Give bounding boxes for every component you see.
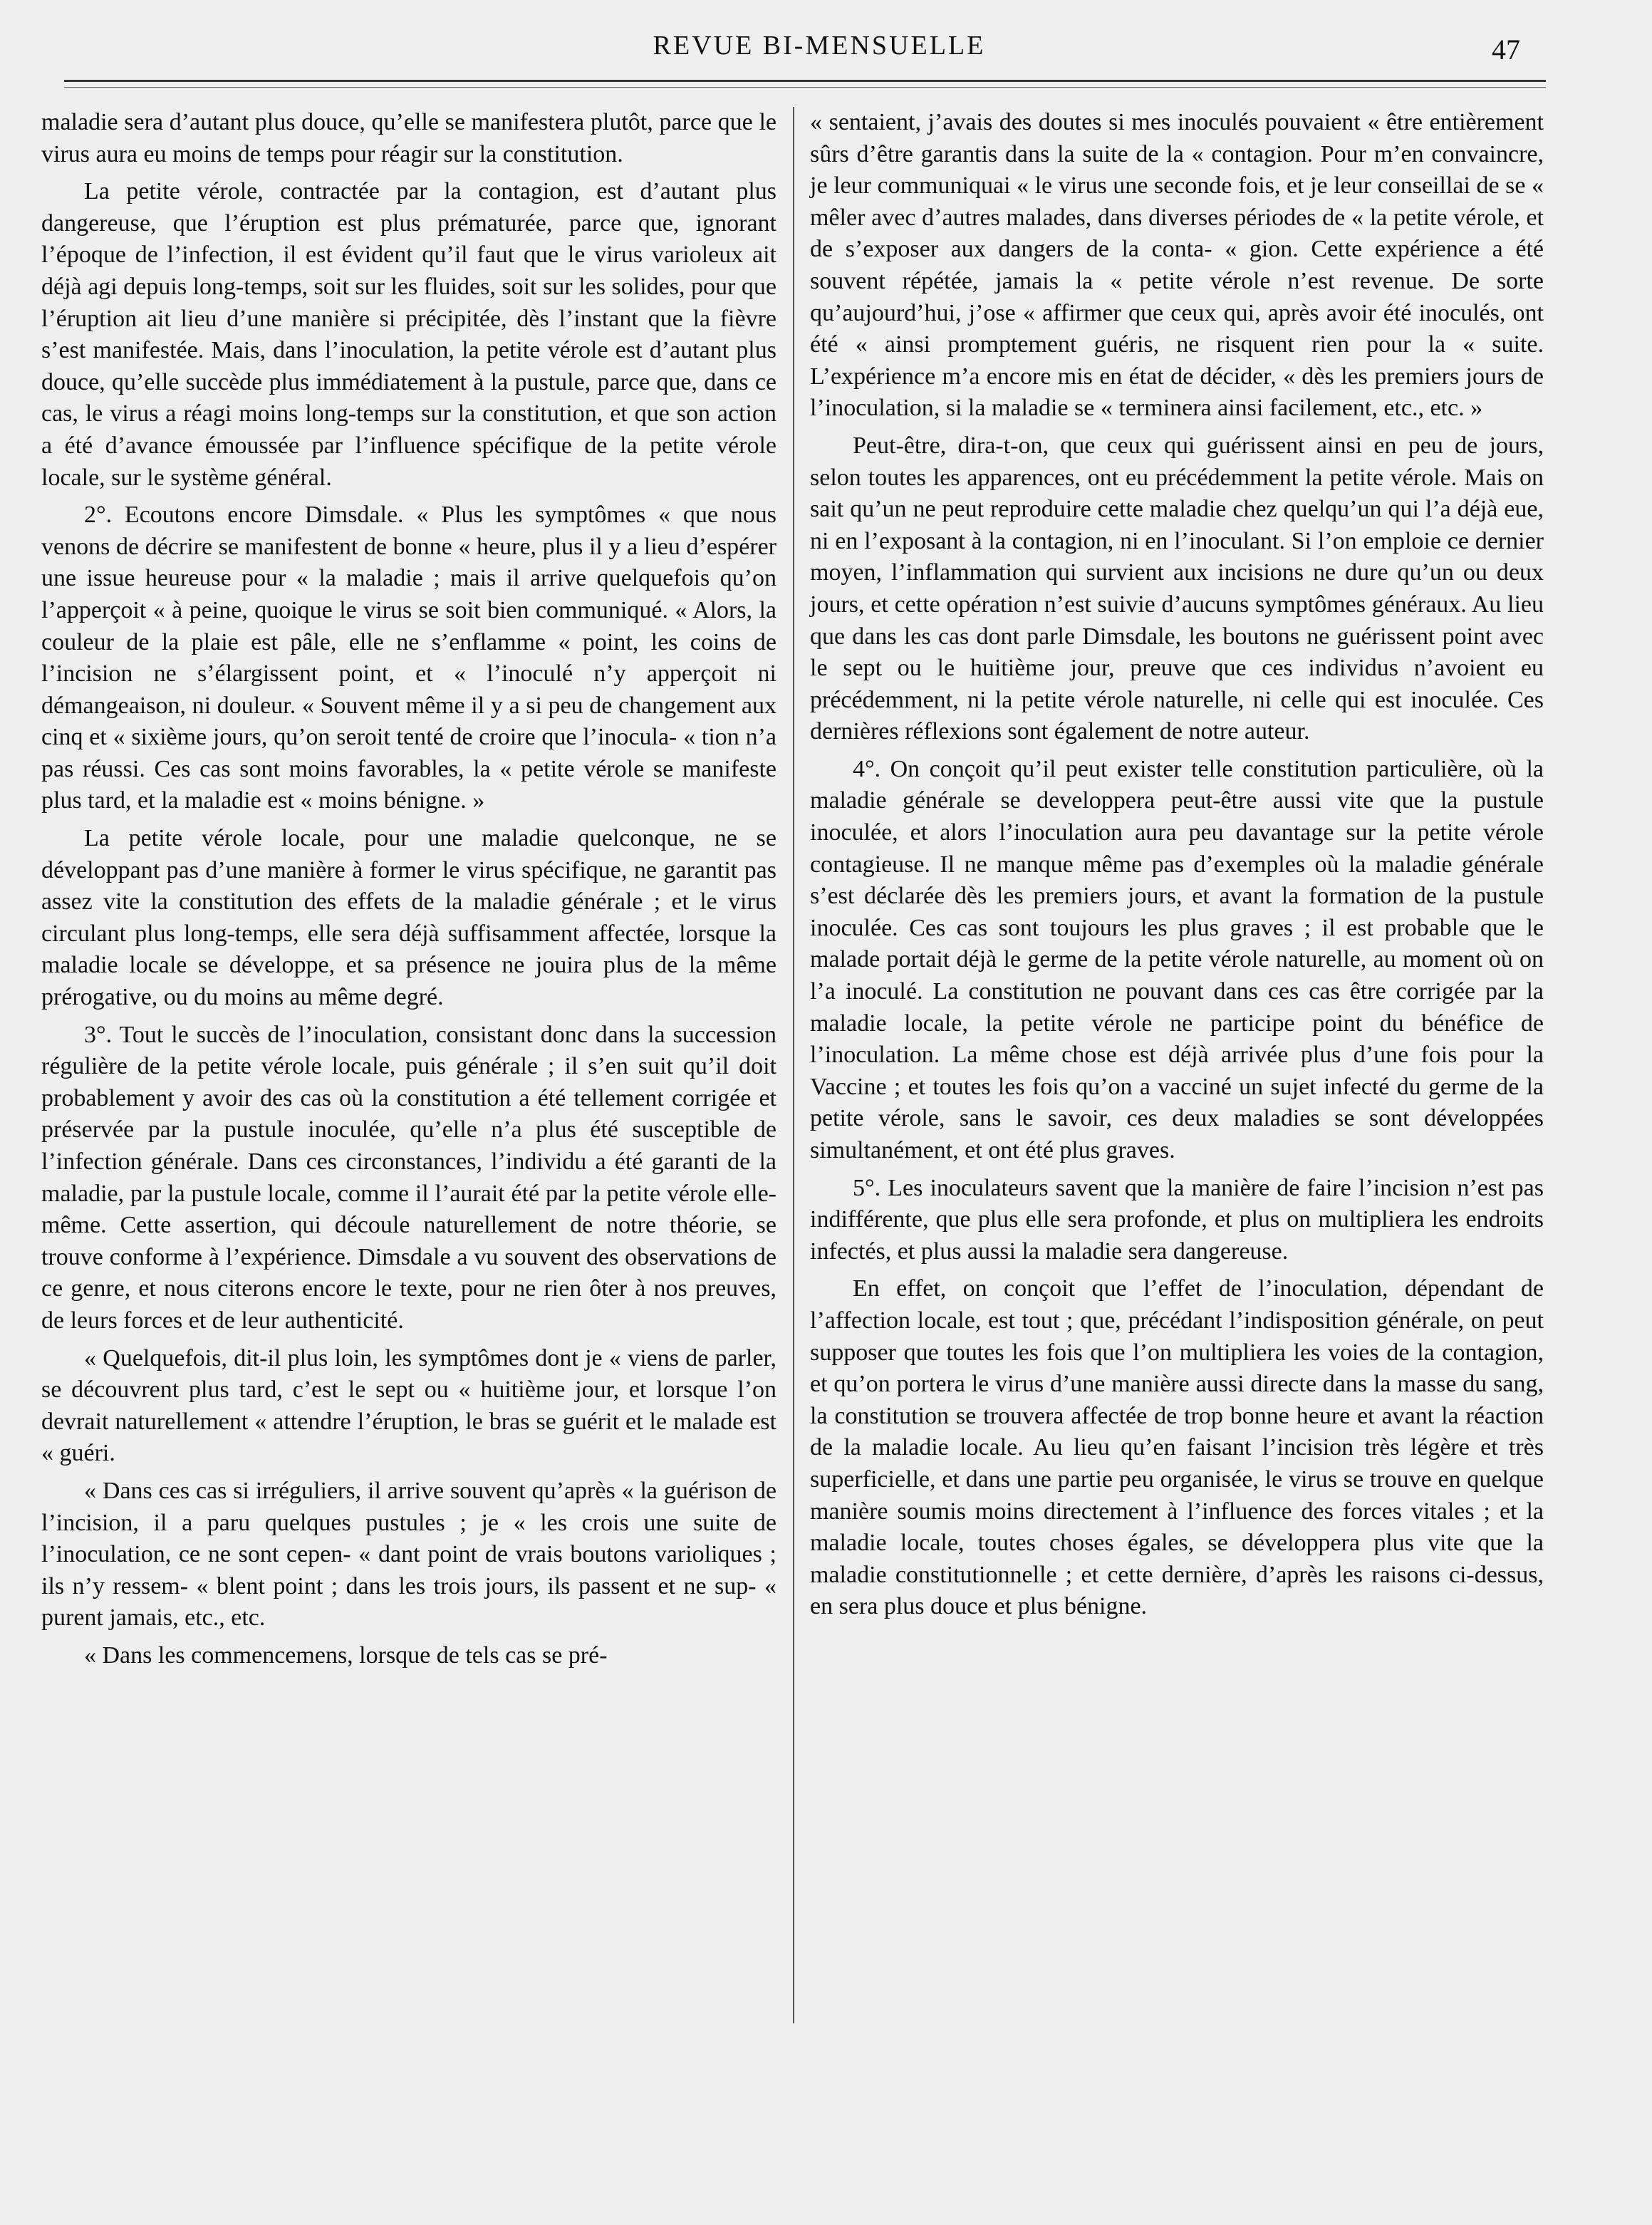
quote-paragraph: « Dans ces cas si irréguliers, il arrive souvent qu’après « la guérison de l’incision, il a paru quelques pustules ; je « les crois une suite de l’inoculation, ce ne sont cepen- « dant point de vrais boutons varioliques ; ils n’y ressem- « blent point ; dans les trois jours, ils passent et ne sup- « purent jamais, etc., etc. xyxy=(41,1477,776,1632)
left-column xyxy=(41,107,776,1678)
paragraph: La petite vérole locale, pour une maladie quelconque, ne se développant pas d’une manière à former le virus spécifique, ne garantit pas assez vite la constitution des effets de la maladie générale ; et le virus circulant plus long-temps, elle sera déjà suffisamment affectée, lorsque la maladie locale se développe, et sa présence ne jouira plus de la même prérogative, ou du moins au même degré. xyxy=(41,825,776,1011)
page-number: 47 xyxy=(1492,33,1520,66)
paragraph: maladie sera d’autant plus douce, qu’elle se manifestera plutôt, parce que le virus aura eu moins de temps pour réagir sur la constitution. xyxy=(41,109,776,167)
paragraph: 4°. On conçoit qu’il peut exister telle constitution particulière, où la maladie générale se developpera peut-être aussi vite que la pustule inoculée, et alors l’inoculation aura peu davantage sur la petite vérole contagieuse. Il ne manque même pas d’exemples où la maladie générale s’est déclarée dès les premiers jours, et avant la formation de la pustule inoculée. Ces cas sont toujours les plus graves ; il est probable que le malade portait déjà le germe de la petite vérole naturelle, au moment où on l’a inoculé. La constitution ne pouvant dans ces cas être corrigée par la maladie locale, la petite vérole ne participe point du bénéfice de l’inoculation. La même chose est déjà arrivée plus d’une fois pour la Vaccine ; et toutes les fois qu’on a vacciné un sujet infecté du germe de la petite vérole, sans le savoir, ces deux maladies se sont développées simultanément, et ont été plus graves. xyxy=(810,755,1544,1163)
paragraph: Peut-être, dira-t-on, que ceux qui guérissent ainsi en peu de jours, selon toutes les apparences, ont eu précédemment la petite vérole. Mais on sait qu’un ne peut reproduire cette maladie chez quelqu’un qui l’a déjà eue, ni en l’exposant à la contagion, ni en l’inoculant. Si l’on emploie ce dernier moyen, l’inflammation qui survient aux incisions ne dure qu’un ou deux jours, et cette opération n’est suivie d’aucuns symptômes généraux. Au lieu que dans les cas dont parle Dimsdale, les boutons ne guérissent point avec le sept ou le huitième jour, preuve que ces individus n’avoient eu précédemment, ni la petite vérole naturelle, ni celle qui est inoculée. Ces dernières réflexions sont également de notre auteur. xyxy=(810,432,1544,745)
journal-title: REVUE BI-MENSUELLE xyxy=(653,31,986,61)
paragraph: En effet, on conçoit que l’effet de l’inoculation, dépendant de l’affection locale, est tout ; que, précédant l’indisposition générale, on peut supposer que toutes les fois que l’on multipliera les voies de la contagion, et qu’on portera le virus d’une manière aussi directe dans la masse du sang, la constitution se trouvera affectée de trop bonne heure et avant la réaction de la maladie locale. Au lieu qu’en faisant l’incision très légère et très superficielle, et dans une partie peu organisée, le virus se trouve en quelque manière soumis moins directement à l’influence des forces vitales ; et la maladie locale, toutes choses égales, se développera plus vite que la maladie constitutionnelle ; et cette dernière, d’après les raisons ci-dessus, en sera plus douce et plus bénigne. xyxy=(810,1275,1544,1620)
quote-paragraph: « sentaient, j’avais des doutes si mes inoculés pouvaient « être entièrement sûrs d’être garantis dans la suite de la « contagion. Pour m’en convaincre, je leur communiquai « le virus une seconde fois, et je leur conseillai de se « mêler avec d’autres malades, dans diverses périodes de « la petite vérole, et de s’exposer aux dangers de la conta- « gion. Cette expérience a été souvent répétée, jamais la « petite vérole n’est revenue. De sorte qu’aujourd’hui, j’ose « affirmer que ceux qui, après avoir été inoculés, ont été « ainsi promptement guéris, ne risquent rien pour la « suite. L’expérience m’a encore mis en état de décider, « dès les premiers jours de l’inoculation, si la maladie se « terminera ainsi facilement, etc., etc. » xyxy=(810,109,1544,422)
header-rule xyxy=(64,80,1546,82)
paragraph: 3°. Tout le succès de l’inoculation, consistant donc dans la succession régulière de la petite vérole locale, puis générale ; il s’en suit qu’il doit probablement y avoir des cas où la constitution a été tellement corrigée et préservée par la pustule inoculée, qu’elle n’a plus été susceptible de l’infection générale. Dans ces circonstances, l’individu a été garanti de la maladie, par la pustule locale, comme il l’aurait été par la petite vérole elle-même. Cette assertion, qui découle naturellement de notre théorie, se trouve conforme à l’expérience. Dimsdale a vu souvent des observations de ce genre, et nous citerons encore le texte, pour ne rien ôter à nos preuves, de leurs forces et de leur authenticité. xyxy=(41,1021,776,1334)
paragraph: La petite vérole, contractée par la contagion, est d’autant plus dangereuse, que l’éruption est plus prématurée, parce que, ignorant l’époque de l’infection, il est évident qu’il faut que le virus varioleux ait déjà agi depuis long-temps, soit sur les fluides, soit sur les solides, pour que l’éruption ait lieu d’une manière si précipitée, dès l’instant que la fièvre s’est manifestée. Mais, dans l’inoculation, la petite vérole est d’autant plus douce, qu’elle succède plus immédiatement à la pustule, parce que, dans ce cas, le virus a réagi moins long-temps sur la constitution, et que son action a été d’avance émoussée par l’influence spécifique de la petite vérole locale, sur le système général. xyxy=(41,178,776,491)
quote-paragraph: « Quelquefois, dit-il plus loin, les symptômes dont je « viens de parler, se découvrent plus tard, c’est le sept ou « huitième jour, et lorsque l’on devrait naturellement « attendre l’éruption, le bras se guérit et le malade est « guéri. xyxy=(41,1344,776,1467)
paragraph: 2°. Ecoutons encore Dimsdale. « Plus les symptômes « que nous venons de décrire se manifestent de bonne « heure, plus il y a lieu d’espérer une issue heureuse pour « la maladie ; mais il arrive quelquefois qu’on l’apperçoit « à peine, quoique le virus se soit bien communiqué. « Alors, la couleur de la plaie est pâle, elle ne s’enflamme « point, les coins de l’incision ne s’élargissent point, et « l’inoculé n’y apperçoit ni démangeaison, ni douleur. « Souvent même il y a si peu de changement aux cinq et « sixième jours, qu’on seroit tenté de croire que l’inocula- « tion n’a pas réussi. Ces cas sont moins favorables, la « petite vérole se manifeste plus tard, et la maladie est « moins bénigne. » xyxy=(41,502,776,814)
paragraph: 5°. Les inoculateurs savent que la manière de faire l’incision n’est pas indifférente, que plus elle sera profonde, et plus on multipliera les endroits infectés, et plus aussi la maladie sera dangereuse. xyxy=(810,1174,1544,1265)
running-head xyxy=(0,30,1652,73)
quote-paragraph: « Dans les commencemens, lorsque de tels cas se pré- xyxy=(84,1641,608,1669)
right-column xyxy=(810,107,1544,1629)
column-divider xyxy=(793,107,794,2023)
header-rule-thin xyxy=(64,87,1546,88)
